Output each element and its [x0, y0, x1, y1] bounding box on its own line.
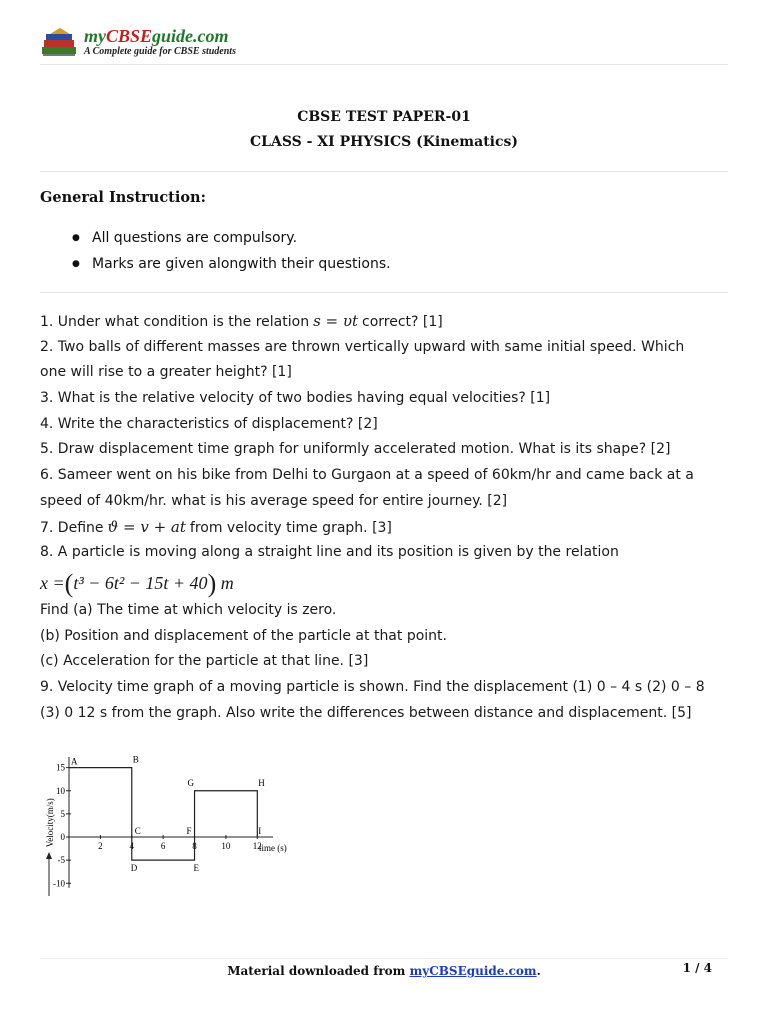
- question-6-line2: speed of 40km/hr. what is his average speed for entire journey. [2]: [40, 492, 508, 509]
- instructions-heading: General Instruction:: [40, 189, 206, 206]
- question-8a: Find (a) The time at which velocity is zero.: [40, 601, 337, 618]
- instructions-divider: [40, 292, 728, 293]
- y-tick-label: -5: [57, 855, 65, 866]
- point-label-i: I: [258, 826, 262, 836]
- question-3: 3. What is the relative velocity of two bodies having equal velocities? [1]: [40, 390, 551, 407]
- x-tick-label: 8: [192, 841, 197, 851]
- q1-formula: s = υt: [313, 312, 359, 330]
- point-label-a: A: [71, 756, 78, 767]
- y-tick-label: 0: [60, 832, 65, 842]
- list-item: ● All questions are compulsory.: [72, 228, 391, 254]
- title-divider: [40, 171, 728, 172]
- y-tick-label: 5: [60, 808, 65, 819]
- question-2-line1: 2. Two balls of different masses are thrown vertically upward with same initial speed. Which: [40, 338, 685, 355]
- point-label-b: B: [132, 754, 139, 765]
- question-8c: (c) Acceleration for the particle at that line. [3]: [40, 653, 369, 670]
- question-7: 7. Define ϑ = v + at from velocity time graph. [3]: [40, 517, 392, 536]
- q7-formula: ϑ = v + at: [107, 517, 186, 536]
- logo-tagline: A Complete guide for CBSE students: [84, 46, 236, 57]
- footer-divider: [40, 958, 728, 959]
- x-tick-label: 4: [129, 841, 135, 851]
- y-tick-label: 10: [56, 785, 65, 796]
- question-9-line2: (3) 0 12 s from the graph. Also write the differences between distance and displacement. [5]: [40, 704, 692, 721]
- question-2-line2: one will rise to a greater height? [1]: [40, 364, 292, 381]
- point-label-d: D: [130, 863, 138, 874]
- logo-brand: myCBSEguide.com: [84, 26, 229, 46]
- point-label-f: F: [186, 826, 192, 836]
- question-5: 5. Draw displacement time graph for uniformly accelerated motion. What is its shape? [2]: [40, 441, 671, 458]
- x-tick-label: 2: [98, 841, 103, 851]
- question-4: 4. Write the characteristics of displacement? [2]: [40, 415, 378, 432]
- velocity-time-graph: [40, 744, 290, 904]
- instructions-list: [72, 228, 391, 280]
- site-logo[interactable]: [40, 26, 236, 58]
- y-tick-label: 15: [56, 762, 65, 773]
- q8-equation: x =(t³ − 6t² − 15t + 40) m: [40, 568, 234, 598]
- point-label-g: G: [187, 777, 195, 788]
- questions-section: [40, 311, 732, 728]
- point-label-c: C: [134, 826, 141, 836]
- point-label-h: H: [258, 777, 265, 788]
- footer-link[interactable]: myCBSEguide.com: [409, 964, 537, 978]
- y-tick-label: -10: [53, 878, 65, 889]
- y-arrow-head-icon: [46, 852, 52, 859]
- footer-note: Material downloaded from myCBSEguide.com.: [227, 964, 541, 978]
- question-6-line1: 6. Sameer went on his bike from Delhi to Gurgaon at a speed of 60km/hr and came back at a: [40, 467, 694, 484]
- books-logo-icon: [40, 27, 80, 57]
- x-axis-label: time (s): [259, 843, 287, 853]
- page-number: 1 / 4: [682, 961, 712, 975]
- x-tick-label: 12: [252, 841, 262, 851]
- question-8: 8. A particle is moving along a straight line and its position is given by the relation: [40, 544, 619, 561]
- point-label-e: E: [193, 863, 200, 874]
- paper-subtitle: CLASS - XI PHYSICS (Kinematics): [249, 134, 519, 150]
- y-axis-label: Velocity(m/s): [45, 798, 55, 848]
- x-tick-label: 6: [160, 841, 166, 851]
- header-divider: [40, 64, 728, 65]
- question-9-line1: 9. Velocity time graph of a moving particle is shown. Find the displacement (1) 0 – 4 s (2) 0 – 8: [40, 678, 705, 695]
- list-item: ● Marks are given alongwith their questions.: [72, 254, 391, 280]
- x-tick-label: 10: [221, 841, 231, 851]
- question-8b: (b) Position and displacement of the particle at that point.: [40, 627, 447, 644]
- question-1: 1. Under what condition is the relation s = υt correct? [1]: [40, 312, 443, 330]
- paper-title: CBSE TEST PAPER-01: [297, 109, 471, 125]
